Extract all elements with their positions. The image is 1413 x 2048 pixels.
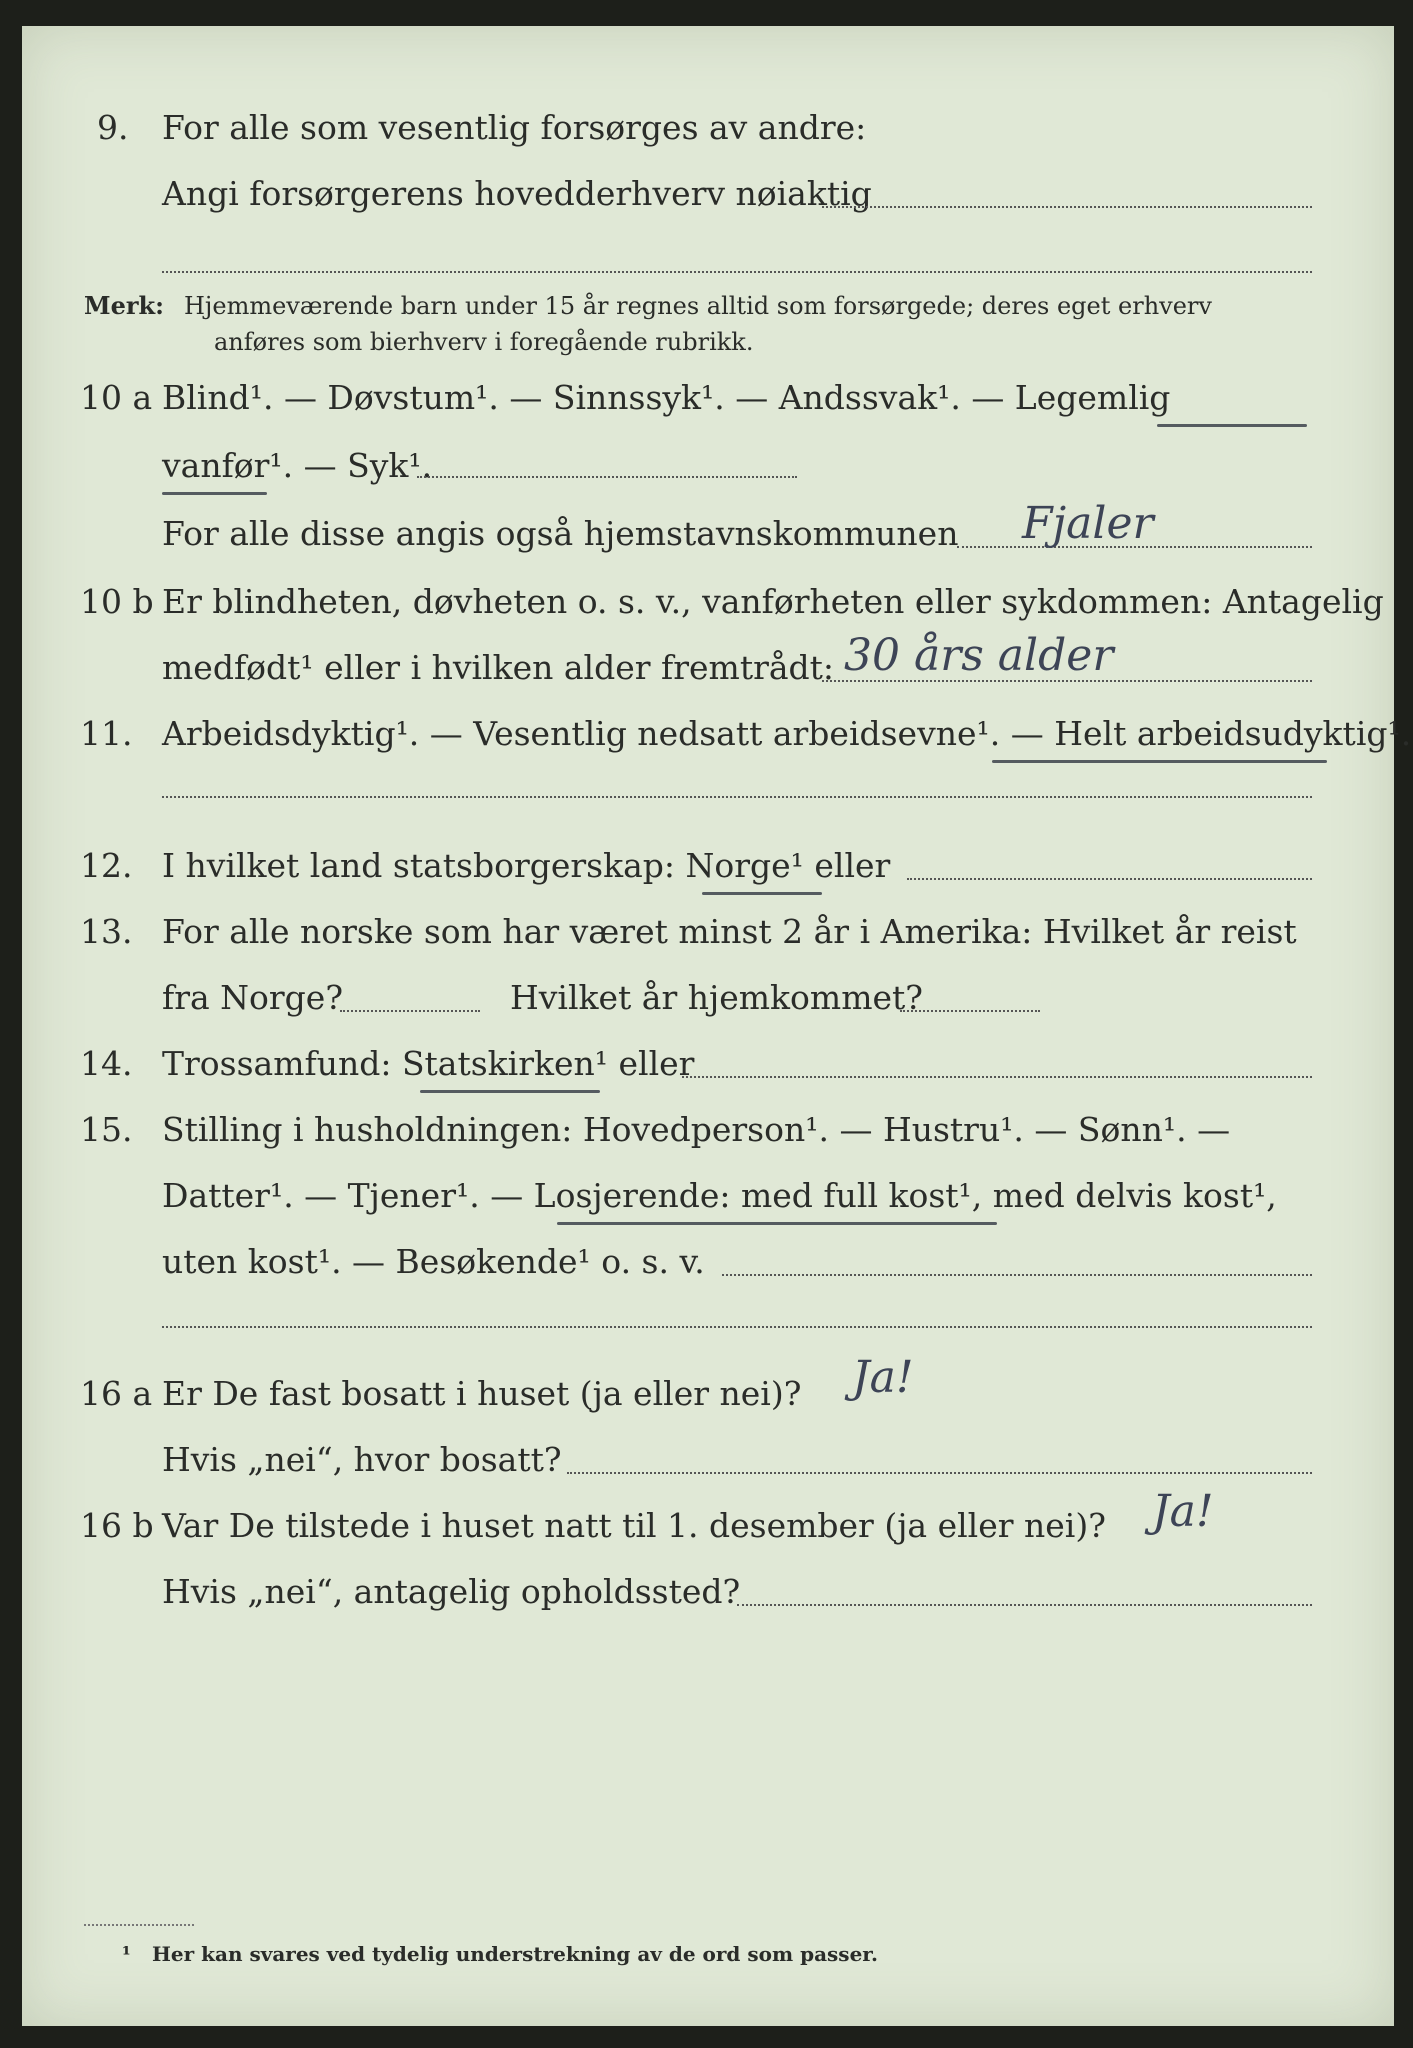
footnote-mark: ¹: [122, 1942, 131, 1966]
q16a-line2: Hvis „nei“, hvor bosatt?: [162, 1440, 562, 1479]
q16a-handwritten-answer: Ja!: [852, 1352, 914, 1403]
q9-answer-line-2[interactable]: [162, 271, 1312, 273]
q14-line1: Trossamfund: Statskirken¹ eller: [162, 1044, 695, 1083]
q12-norge-underline: [702, 892, 822, 895]
q13-hjemkommet-line[interactable]: [900, 1010, 1040, 1012]
q11-answer-line[interactable]: [162, 796, 1312, 798]
q16b-handwritten-answer: Ja!: [1152, 1486, 1214, 1537]
q9-answer-line[interactable]: [822, 206, 1312, 208]
q16a-line1: Er De fast bosatt i huset (ja eller nei)?: [162, 1374, 802, 1413]
census-form-page: [22, 26, 1412, 2026]
q10b-line1: Er blindheten, døvheten o. s. v., vanførheten eller sykdommen: Antagelig: [162, 582, 1384, 621]
q10a-line2: vanfør¹. — Syk¹.: [162, 446, 433, 485]
q16b-number: 16 b: [80, 1506, 154, 1545]
q10b-number: 10 b: [80, 582, 154, 621]
q10a-vanfor-underline: [162, 492, 267, 495]
merk-line2: anføres som bierhverv i foregående rubrikk.: [214, 328, 754, 356]
q14-statskirken-underline: [420, 1090, 600, 1093]
q12-line1: I hvilket land statsborgerskap: Norge¹ eller: [162, 846, 891, 885]
q13-line2b: Hvilket år hjemkommet?: [510, 978, 923, 1017]
q10a-legemlig-underline: [1157, 424, 1307, 427]
q10b-line2: medfødt¹ eller i hvilken alder fremtrådt:: [162, 648, 835, 687]
q13-reist-line[interactable]: [340, 1010, 480, 1012]
q15-answer-line[interactable]: [722, 1274, 1312, 1276]
q11-number: 11.: [80, 714, 133, 753]
q13-number: 13.: [80, 912, 133, 951]
q12-answer-line[interactable]: [907, 878, 1312, 880]
q15-line1: Stilling i husholdningen: Hovedperson¹. — Hustru¹. — Sønn¹. —: [162, 1110, 1231, 1149]
q9-number: 9.: [97, 108, 129, 147]
q11-helt-underline: [992, 760, 1327, 763]
q10a-number: 10 a: [80, 378, 153, 417]
q11-line1: Arbeidsdyktig¹. — Vesentlig nedsatt arbeidsevne¹. — Helt arbeidsudyktig¹.: [162, 714, 1412, 753]
q16a-bosatt-line[interactable]: [567, 1472, 1312, 1474]
q16b-line1: Var De tilstede i huset natt til 1. desember (ja eller nei)?: [162, 1506, 1106, 1545]
q14-number: 14.: [80, 1044, 133, 1083]
footnote-separator: [84, 1924, 194, 1926]
q16b-opholdssted-line[interactable]: [737, 1604, 1312, 1606]
q16b-line2: Hvis „nei“, antagelig opholdssted?: [162, 1572, 741, 1611]
q10a-line1: Blind¹. — Døvstum¹. — Sinnssyk¹. — Andssvak¹. — Legemlig: [162, 378, 1171, 417]
q10a-syk-line[interactable]: [417, 476, 797, 478]
footnote-text: Her kan svares ved tydelig understrekning av de ord som passer.: [152, 1942, 878, 1966]
q12-number: 12.: [80, 846, 133, 885]
q13-line2a: fra Norge?: [162, 978, 344, 1017]
q15-line3: uten kost¹. — Besøkende¹ o. s. v.: [162, 1242, 705, 1281]
q15-line2: Datter¹. — Tjener¹. — Losjerende: med full kost¹, med delvis kost¹,: [162, 1176, 1277, 1215]
q16a-number: 16 a: [80, 1374, 153, 1413]
merk-line1: Hjemmeværende barn under 15 år regnes alltid som forsørgede; deres eget erhverv: [184, 292, 1212, 320]
q9-line2: Angi forsørgerens hovedderhverv nøiaktig: [162, 174, 872, 213]
merk-label: Merk:: [84, 291, 164, 320]
q10a-handwritten-answer: Fjaler: [1022, 498, 1154, 549]
q14-answer-line[interactable]: [682, 1076, 1312, 1078]
q15-losjerende-underline: [557, 1222, 997, 1225]
q15-answer-line-2[interactable]: [162, 1326, 1312, 1328]
q15-number: 15.: [80, 1110, 133, 1149]
q9-line1: For alle som vesentlig forsørges av andre:: [162, 108, 867, 147]
q10b-handwritten-answer: 30 års alder: [844, 630, 1114, 681]
q10a-line3: For alle disse angis også hjemstavnskommunen: [162, 514, 959, 553]
q13-line1: For alle norske som har været minst 2 år i Amerika: Hvilket år reist: [162, 912, 1297, 951]
